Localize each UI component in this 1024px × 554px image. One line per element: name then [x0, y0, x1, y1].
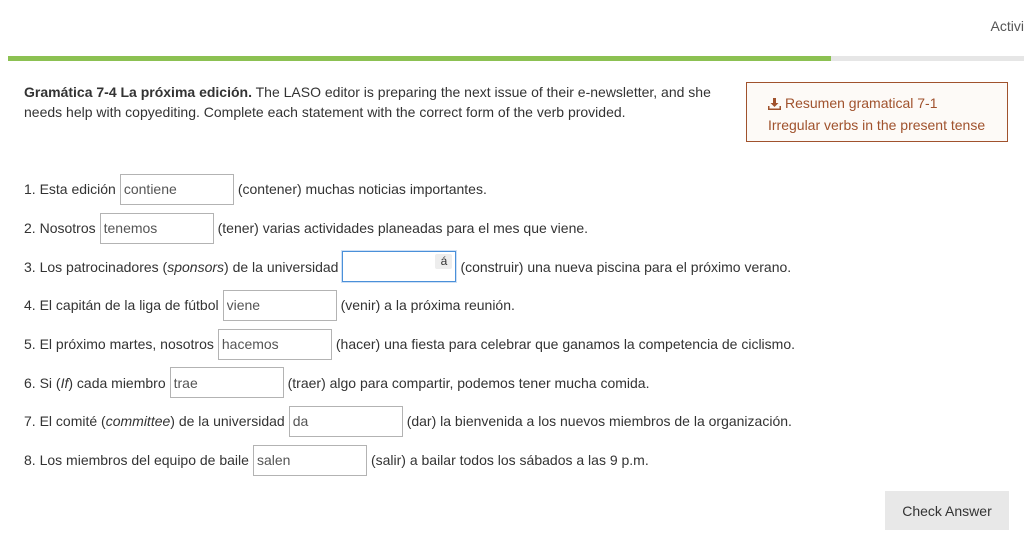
- answer-input-1[interactable]: [120, 174, 234, 205]
- question-suffix: (traer) algo para compartir, podemos tener mucha comida.: [287, 374, 650, 391]
- question-suffix: (hacer) una fiesta para celebrar que ganamos la competencia de ciclismo.: [335, 336, 796, 353]
- check-answer-button[interactable]: Check Answer: [885, 491, 1009, 530]
- question-number: 3.: [24, 258, 36, 275]
- progress-bar: [8, 56, 1024, 61]
- question-6: [24, 363, 795, 402]
- question-number: 7.: [24, 413, 36, 430]
- instructions: [24, 82, 724, 122]
- question-4: [24, 286, 795, 325]
- question-suffix: (tener) varias actividades planeadas para el mes que viene.: [217, 220, 589, 237]
- question-number: 1.: [24, 181, 36, 198]
- question-7: [24, 402, 795, 441]
- question-prefix: Nosotros: [39, 220, 96, 237]
- question-prefix: Los miembros del equipo de baile: [39, 452, 249, 469]
- download-icon: [768, 95, 781, 115]
- answer-input-4[interactable]: [223, 290, 337, 321]
- reference-title: Resumen gramatical 7-1: [785, 95, 938, 111]
- question-number: 5.: [24, 336, 36, 353]
- question-prefix: Si (If) cada miembro: [39, 374, 166, 391]
- question-prefix: El capitán de la liga de fútbol: [39, 297, 219, 314]
- question-8: [24, 441, 795, 480]
- answer-input-2[interactable]: [100, 213, 214, 244]
- question-prefix: Esta edición: [39, 181, 116, 198]
- question-suffix: (dar) la bienvenida a los nuevos miembros de la organización.: [406, 413, 792, 430]
- answer-input-6[interactable]: [170, 367, 284, 398]
- question-number: 2.: [24, 220, 36, 237]
- question-suffix: (contener) muchas noticias importantes.: [237, 181, 487, 198]
- exercise-instructions: The LASO editor is preparing the next issue of their e-newsletter, and she needs help with copyediting. Complete each statement with the correct form of the verb provided.: [24, 84, 711, 120]
- answer-input-5[interactable]: [218, 329, 332, 360]
- question-number: 4.: [24, 297, 36, 314]
- question-suffix: (salir) a bailar todos los sábados a las 9 p.m.: [370, 452, 649, 469]
- answer-field-3: [338, 251, 460, 282]
- activity-label: Activi: [990, 18, 1024, 34]
- question-list: [24, 170, 795, 480]
- question-prefix: El próximo martes, nosotros: [39, 336, 214, 353]
- answer-input-8[interactable]: [253, 445, 367, 476]
- accent-a-button[interactable]: á: [435, 254, 452, 269]
- answer-input-7[interactable]: [289, 406, 403, 437]
- question-suffix: (venir) a la próxima reunión.: [340, 297, 515, 314]
- question-5: [24, 325, 795, 364]
- progress-bar-fill: [8, 56, 831, 61]
- question-prefix: Los patrocinadores (sponsors) de la universidad: [39, 258, 339, 275]
- question-3: [24, 247, 795, 286]
- question-prefix: El comité (committee) de la universidad: [39, 413, 285, 430]
- question-2: [24, 209, 795, 248]
- question-number: 6.: [24, 374, 36, 391]
- question-suffix: (construir) una nueva piscina para el próximo verano.: [460, 258, 792, 275]
- exercise-title: Gramática 7-4 La próxima edición.: [24, 84, 252, 100]
- grammar-reference-link[interactable]: [746, 82, 1008, 142]
- reference-subtitle: Irregular verbs in the present tense: [768, 117, 986, 133]
- question-number: 8.: [24, 452, 36, 469]
- question-1: [24, 170, 795, 209]
